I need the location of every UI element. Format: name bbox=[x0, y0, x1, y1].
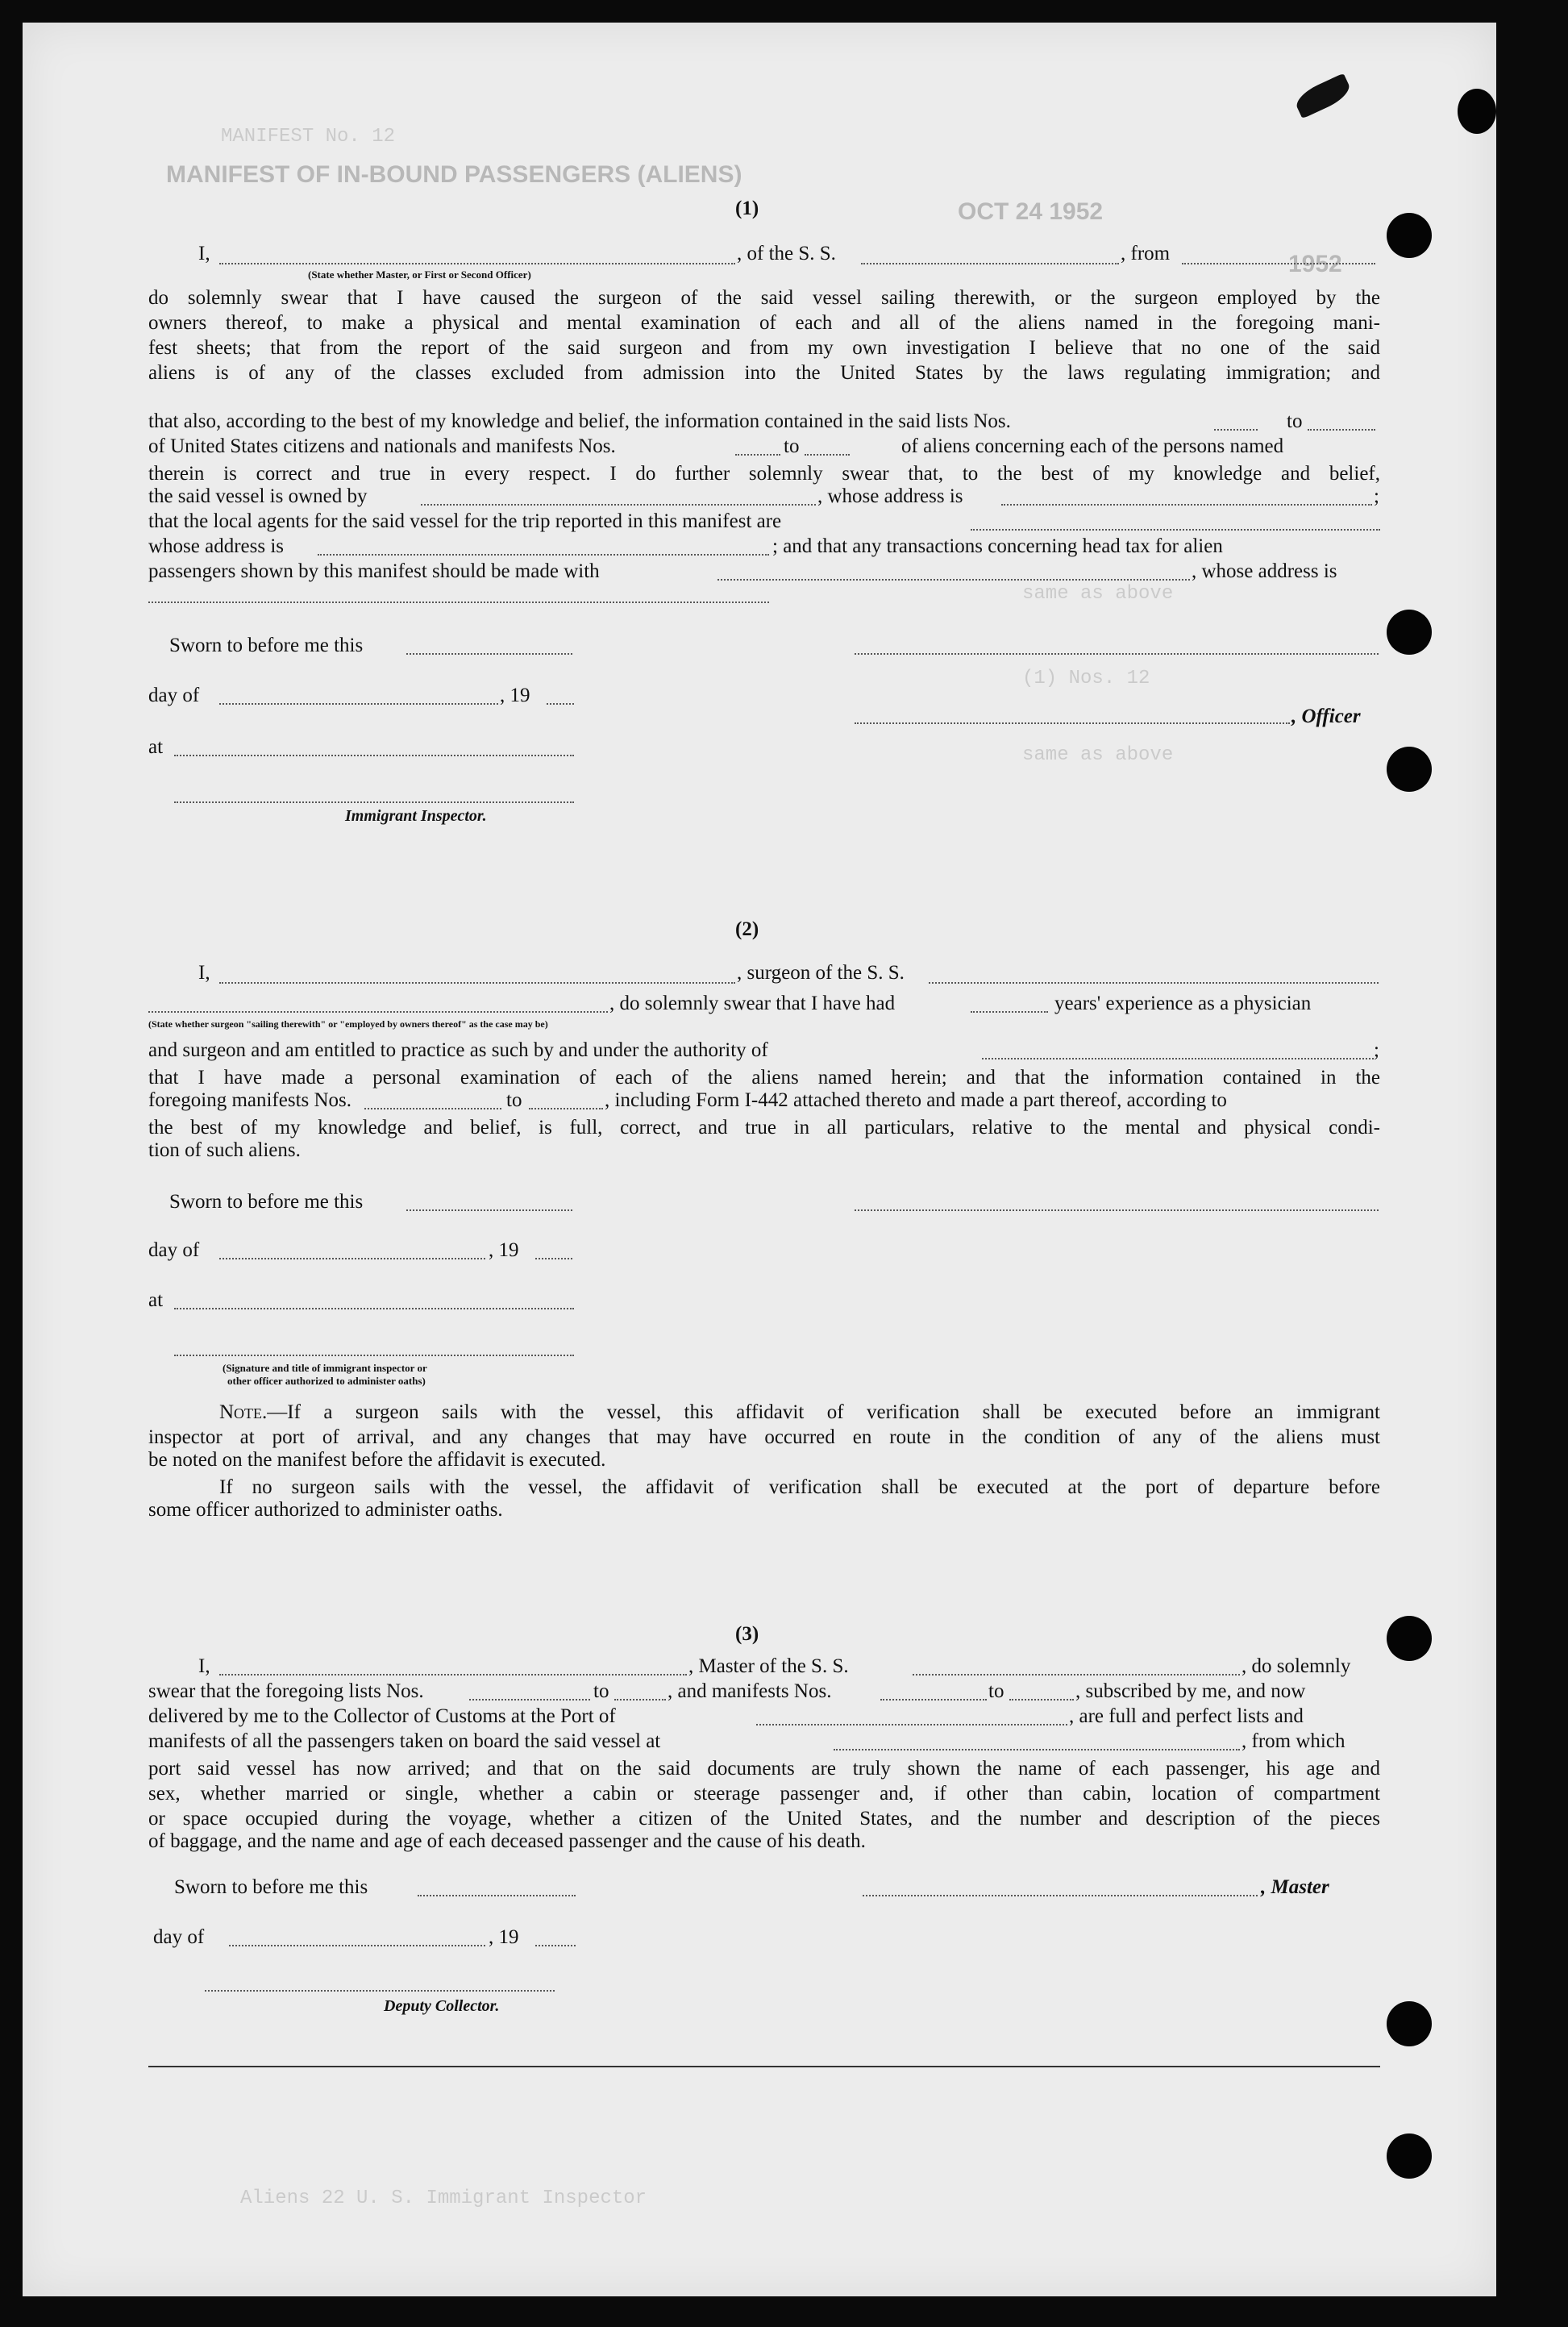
s3-master-name-field[interactable] bbox=[219, 1674, 687, 1676]
s3-delivered: delivered by me to the Collector of Customs at the Port of bbox=[148, 1705, 616, 1727]
s1-from: , from bbox=[1121, 243, 1171, 264]
s3-full-perfect: , are full and perfect lists and bbox=[1069, 1705, 1304, 1727]
s2-sworn: Sworn to before me this bbox=[169, 1191, 364, 1213]
s1-line-4: aliens is of any of the classes excluded from admission into the United States by the laws regulating immigration; and bbox=[148, 362, 1380, 384]
s3-boarding-port-field[interactable] bbox=[834, 1749, 1240, 1750]
s3-line-2: sex, whether married or single, whether a cabin or steerage passenger and, if other than cabin, location of compartment bbox=[148, 1783, 1380, 1805]
s3-port-field[interactable] bbox=[756, 1724, 1067, 1725]
s1-line-2: owners thereof, to make a physical and mental examination of each and all of the aliens named in the foregoing mani- bbox=[148, 312, 1380, 334]
s1-line-9: that the local agents for the said vessel for the trip reported in this manifest are bbox=[148, 510, 782, 532]
s3-month-field[interactable] bbox=[229, 1945, 485, 1946]
s2-line-foregoing-to: to bbox=[506, 1089, 522, 1111]
s3-collector-signature-field[interactable] bbox=[205, 1990, 555, 1992]
s2-sworn-day-field[interactable] bbox=[406, 1209, 572, 1211]
punch-hole bbox=[1458, 89, 1496, 134]
s1-line-10: whose address is bbox=[148, 535, 285, 557]
bleed-line-1: same as above bbox=[1022, 583, 1174, 605]
s3-year: , 19 bbox=[489, 1926, 519, 1948]
s2-sig-note-2: other officer authorized to administer oaths) bbox=[227, 1375, 426, 1387]
s1-agents-field[interactable] bbox=[971, 529, 1380, 531]
s2-surgeon-signature-field[interactable] bbox=[855, 1209, 1379, 1211]
s3-subscribed: , subscribed by me, and now bbox=[1075, 1680, 1306, 1702]
s3-i-label: I, bbox=[198, 1655, 210, 1677]
s3-collector-label: Deputy Collector. bbox=[384, 1997, 500, 2015]
s2-line-foregoing: foregoing manifests Nos. bbox=[148, 1089, 352, 1111]
s3-master-of: , Master of the S. S. bbox=[688, 1655, 849, 1677]
s2-years-experience: years' experience as a physician bbox=[1054, 993, 1312, 1014]
stamp-date-1: OCT 24 1952 bbox=[958, 198, 1104, 225]
punch-hole bbox=[1387, 2001, 1432, 2046]
s3-to-1: to bbox=[593, 1680, 609, 1702]
s1-from-field[interactable] bbox=[1182, 263, 1375, 264]
s1-line-1: do solemnly swear that I have caused the surgeon of the said vessel sailing therewith, or the surgeon employed by the bbox=[148, 287, 1380, 309]
manifest-number-label: MANIFEST No. 12 bbox=[221, 126, 396, 148]
s1-officer-name-line[interactable] bbox=[855, 722, 1290, 724]
s1-year-field[interactable] bbox=[547, 703, 574, 705]
s2-semicolon: ; bbox=[1374, 1039, 1379, 1061]
s3-manifests-of: manifests of all the passengers taken on board the said vessel at bbox=[148, 1730, 661, 1752]
s3-from-which: , from which bbox=[1242, 1730, 1345, 1752]
s2-sig-note-1: (Signature and title of immigrant inspector or bbox=[223, 1362, 427, 1374]
bottom-rule bbox=[148, 2066, 1380, 2067]
s2-line-tion: tion of such aliens. bbox=[148, 1139, 301, 1161]
s3-lists-to-field[interactable] bbox=[614, 1699, 666, 1700]
s2-line-best: the best of my knowledge and belief, is full, correct, and true in all particulars, relative to the mental and physical condi- bbox=[148, 1117, 1380, 1139]
s2-note-text-4: If no surgeon sails with the vessel, the affidavit of verification shall be executed at the port of departure before bbox=[219, 1476, 1380, 1498]
s1-line-11: passengers shown by this manifest should be made with bbox=[148, 560, 600, 582]
s3-year-field[interactable] bbox=[535, 1945, 576, 1946]
s1-line-7: therein is correct and true in every respect. I do further solemnly swear that, to the best of my knowledge and belief, bbox=[148, 463, 1380, 485]
s2-do-solemnly: , do solemnly swear that I have had bbox=[609, 993, 896, 1014]
section-1-number: (1) bbox=[735, 198, 759, 219]
s3-do-solemnly: , do solemnly bbox=[1242, 1655, 1351, 1677]
s1-line-8: the said vessel is owned by bbox=[148, 485, 368, 507]
s2-line-personal: that I have made a personal examination of each of the aliens named herein; and that the information contained in the bbox=[148, 1067, 1380, 1089]
s1-officer-note: (State whether Master, or First or Second Officer) bbox=[308, 268, 531, 281]
s2-inspector-signature-field[interactable] bbox=[174, 1355, 574, 1356]
s2-line-and-surgeon: and surgeon and am entitled to practice as such by and under the authority of bbox=[148, 1039, 768, 1061]
s1-owner-field[interactable] bbox=[421, 504, 816, 506]
s1-line-8-address: , whose address is bbox=[817, 485, 963, 507]
section-2-number: (2) bbox=[735, 918, 759, 940]
s3-swear-that: swear that the foregoing lists Nos. bbox=[148, 1680, 424, 1702]
s3-body bbox=[148, 1756, 1380, 1831]
bleed-line-2: (1) Nos. 12 bbox=[1022, 668, 1150, 689]
s1-line-5: that also, according to the best of my knowledge and belief, the information contained in the said lists Nos. bbox=[148, 410, 1011, 432]
s1-officer-signature-field[interactable] bbox=[855, 653, 1379, 655]
stamp-date-2: 1952 bbox=[1288, 251, 1342, 277]
s2-status-field[interactable] bbox=[148, 1011, 608, 1013]
s2-body bbox=[148, 1065, 1380, 1090]
s2-body-2 bbox=[148, 1115, 1380, 1140]
s3-master-label: , Master bbox=[1261, 1876, 1329, 1898]
s1-line-11-end: , whose address is bbox=[1192, 560, 1337, 582]
s1-lists-from-field[interactable] bbox=[1214, 429, 1258, 431]
s1-year: , 19 bbox=[500, 685, 530, 706]
s3-vessel-field[interactable] bbox=[913, 1674, 1240, 1676]
manifest-title: MANIFEST OF IN-BOUND PASSENGERS (ALIENS) bbox=[166, 161, 742, 188]
s1-inspector-label: Immigrant Inspector. bbox=[345, 807, 487, 825]
s1-line-10-end: ; and that any transactions concerning head tax for alien bbox=[772, 535, 1223, 557]
s3-day-of: day of bbox=[153, 1926, 205, 1948]
punch-hole bbox=[1387, 747, 1432, 792]
s2-note-text-1: —If a surgeon sails with the vessel, this affidavit of verification shall be executed before an immigrant bbox=[267, 1401, 1380, 1423]
s2-note-text-3: be noted on the manifest before the affidavit is executed. bbox=[148, 1449, 606, 1471]
s3-master-signature-field[interactable] bbox=[863, 1895, 1258, 1896]
s1-i-label: I, bbox=[198, 243, 210, 264]
s1-line-6: of United States citizens and nationals and manifests Nos. bbox=[148, 435, 616, 457]
s2-surgeon-of: , surgeon of the S. S. bbox=[737, 962, 905, 984]
punch-hole bbox=[1387, 2133, 1432, 2179]
s1-day-of: day of bbox=[148, 685, 200, 706]
s1-sworn: Sworn to before me this bbox=[169, 635, 364, 656]
s1-line-6-to: to bbox=[784, 435, 800, 457]
s1-at-field[interactable] bbox=[174, 755, 574, 756]
s1-manifests-from-field[interactable] bbox=[735, 454, 780, 456]
s2-month-field[interactable] bbox=[219, 1258, 485, 1259]
s2-manifests-from-field[interactable] bbox=[364, 1108, 501, 1109]
s2-years-field[interactable] bbox=[971, 1011, 1048, 1013]
s3-line-1: port said vessel has now arrived; and that on the said documents are truly shown the name of each passenger, his age and bbox=[148, 1758, 1380, 1780]
s2-manifests-to-field[interactable] bbox=[529, 1108, 603, 1109]
s1-line-5-to: to bbox=[1287, 410, 1303, 432]
manifest-page bbox=[23, 23, 1496, 2296]
s2-note-label: Note. bbox=[219, 1401, 268, 1423]
s2-line-foregoing-end: , including Form I-442 attached thereto and made a part thereof, according to bbox=[605, 1089, 1227, 1111]
s2-note-b bbox=[148, 1475, 1380, 1500]
s2-note bbox=[148, 1400, 1380, 1450]
s1-owner-address-field[interactable] bbox=[1001, 504, 1372, 506]
s1-head-tax-address-field[interactable] bbox=[148, 602, 769, 603]
s1-body bbox=[148, 285, 1380, 385]
s1-line-3: fest sheets; that from the report of the said surgeon and from my own investigation I believe that no one of the said bbox=[148, 337, 1380, 359]
s3-line-3: or space occupied during the voyage, whether a citizen of the United States, and the number and description of the pieces bbox=[148, 1808, 1380, 1830]
s3-to-2: to bbox=[988, 1680, 1004, 1702]
s1-month-field[interactable] bbox=[219, 703, 498, 705]
s2-at: at bbox=[148, 1289, 164, 1311]
s1-at: at bbox=[148, 736, 164, 758]
s1-sworn-day-field[interactable] bbox=[406, 653, 572, 655]
s1-inspector-signature-field[interactable] bbox=[174, 801, 574, 803]
s1-of-ss: , of the S. S. bbox=[737, 243, 836, 264]
s3-line-4: of baggage, and the name and age of each deceased passenger and the cause of his death. bbox=[148, 1830, 866, 1852]
s2-i-label: I, bbox=[198, 962, 210, 984]
s2-note-text-5: some officer authorized to administer oaths. bbox=[148, 1499, 503, 1521]
s3-manifests-from-field[interactable] bbox=[880, 1699, 987, 1700]
s1-body-7 bbox=[148, 461, 1380, 486]
s3-sworn-day-field[interactable] bbox=[418, 1895, 576, 1896]
s2-authority-field[interactable] bbox=[982, 1058, 1374, 1059]
s1-agents-address-field[interactable] bbox=[318, 554, 769, 556]
s2-vessel-field[interactable] bbox=[929, 982, 1379, 984]
s3-manifests-to-field[interactable] bbox=[1009, 1699, 1074, 1700]
s1-lists-to-field[interactable] bbox=[1308, 429, 1375, 431]
section-3-number: (3) bbox=[735, 1623, 759, 1645]
bleed-line-4: Aliens 22 U. S. Immigrant Inspector bbox=[240, 2188, 647, 2209]
punch-hole bbox=[1387, 213, 1432, 258]
s1-line-8-semicolon: ; bbox=[1374, 485, 1379, 507]
punch-hole bbox=[1387, 1616, 1432, 1661]
s1-head-tax-field[interactable] bbox=[717, 579, 1190, 581]
s2-day-of: day of bbox=[148, 1239, 200, 1261]
s1-line-6-end: of aliens concerning each of the persons named bbox=[901, 435, 1284, 457]
s2-status-note: (State whether surgeon "sailing therewith" or "employed by owners thereof" as the case may be) bbox=[148, 1018, 548, 1030]
s2-at-field[interactable] bbox=[174, 1308, 574, 1309]
s1-officer-name-field[interactable] bbox=[219, 263, 735, 264]
s1-manifests-to-field[interactable] bbox=[805, 454, 850, 456]
bleed-line-3: same as above bbox=[1022, 744, 1174, 766]
s2-surgeon-name-field[interactable] bbox=[219, 982, 735, 984]
s2-year-field[interactable] bbox=[535, 1258, 572, 1259]
s2-note-text-2: inspector at port of arrival, and any changes that may have occurred en route in the condition of any of the aliens must bbox=[148, 1426, 1380, 1448]
punch-hole bbox=[1387, 610, 1432, 655]
s1-vessel-field[interactable] bbox=[861, 263, 1119, 264]
s2-year: , 19 bbox=[489, 1239, 519, 1261]
s3-and-manifests: , and manifests Nos. bbox=[668, 1680, 832, 1702]
s3-sworn: Sworn to before me this bbox=[174, 1876, 368, 1898]
s1-officer-label: , Officer bbox=[1291, 706, 1361, 727]
s3-lists-from-field[interactable] bbox=[469, 1699, 590, 1700]
